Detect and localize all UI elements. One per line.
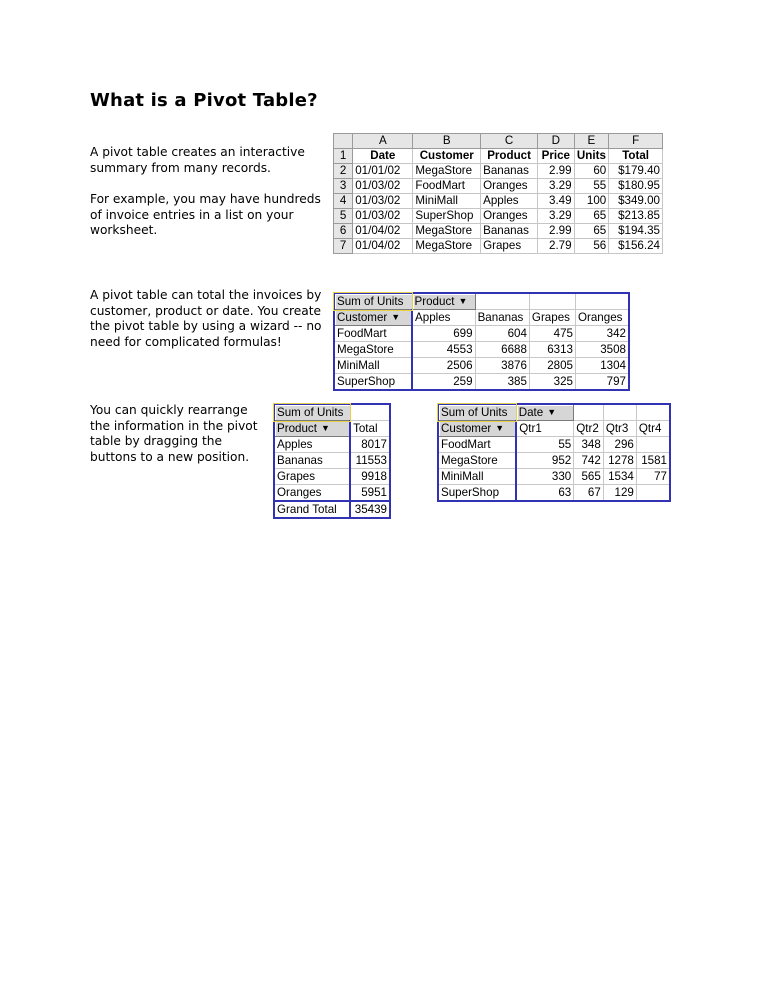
pivot-header-row [334, 293, 629, 310]
table-row [438, 437, 670, 453]
row-number: 5 [334, 209, 353, 224]
row-label: MegaStore [438, 453, 516, 469]
table-cell: 296 [603, 437, 636, 453]
empty-cell [603, 404, 636, 421]
table-cell: 6313 [529, 342, 575, 358]
column-header: C [481, 134, 538, 149]
table-cell: MegaStore [413, 239, 481, 254]
table-cell: 01/03/02 [353, 179, 413, 194]
table-cell: $179.40 [609, 164, 663, 179]
rearrange-paragraph: You can quickly rearrange the information in the pivot table by dragging the buttons to a new position. [90, 403, 258, 464]
table-cell: FoodMart [413, 179, 481, 194]
row-label: Apples [274, 437, 350, 453]
table-cell: 01/03/02 [353, 194, 413, 209]
customer-button-label: Customer [337, 311, 388, 324]
table-row [334, 239, 663, 254]
table-cell: 2805 [529, 358, 575, 374]
empty-cell [529, 293, 575, 310]
customer-field-button[interactable] [334, 310, 412, 326]
table-cell: MiniMall [413, 194, 481, 209]
customer-field-button[interactable] [438, 421, 516, 437]
table-cell: 3.29 [538, 179, 574, 194]
pivot-column-header-row [334, 310, 629, 326]
table-cell: 2.99 [538, 224, 574, 239]
table-cell: 60 [574, 164, 609, 179]
table-cell: Oranges [481, 179, 538, 194]
table-row [438, 453, 670, 469]
totals-paragraph: A pivot table can total the invoices by customer, product or date. You create the pivot table by using a wizard -- no need for complicated formulas! [90, 288, 322, 349]
pivot-table-customer-by-quarter [437, 403, 671, 502]
grand-total-label: Grand Total [274, 501, 350, 518]
dropdown-arrow-icon[interactable]: ▼ [320, 423, 330, 433]
table-cell: 742 [574, 453, 604, 469]
product-button-label: Product [414, 295, 455, 308]
row-number: 1 [334, 149, 353, 164]
table-cell: 1278 [603, 453, 636, 469]
table-cell: 77 [636, 469, 670, 485]
pivot-table-customer-by-product [333, 292, 630, 391]
product-field-button[interactable] [274, 421, 350, 437]
intro-paragraph: A pivot table creates an interactive summary from many records. [90, 145, 305, 175]
table-cell: 2.79 [538, 239, 574, 254]
table-cell: 2506 [412, 358, 475, 374]
table-cell: 797 [575, 374, 629, 391]
row-label: Bananas [274, 453, 350, 469]
table-cell: 01/03/02 [353, 209, 413, 224]
table-cell: $349.00 [609, 194, 663, 209]
table-cell: 55 [516, 437, 574, 453]
table-cell: 3.49 [538, 194, 574, 209]
worksheet-image [333, 133, 664, 262]
customer-button-label: Customer [441, 422, 492, 435]
table-cell: 330 [516, 469, 574, 485]
table-cell: 1304 [575, 358, 629, 374]
example-paragraph: For example, you may have hundreds of invoice entries in a list on your worksheet. [90, 192, 321, 238]
column-header: F [609, 134, 663, 149]
empty-cell [574, 404, 604, 421]
table-cell: 342 [575, 326, 629, 342]
pivot-header-row [274, 404, 390, 421]
empty-cell [350, 404, 390, 421]
header-cell: Customer [413, 149, 481, 164]
worksheet-table [333, 133, 663, 254]
table-cell [636, 485, 670, 502]
table-cell: 604 [475, 326, 529, 342]
pivot-column-header-row [438, 421, 670, 437]
table-row [334, 374, 629, 391]
column-item: Bananas [475, 310, 529, 326]
dropdown-arrow-icon[interactable]: ▼ [547, 407, 557, 417]
table-row [334, 194, 663, 209]
row-number: 7 [334, 239, 353, 254]
table-cell: 4553 [412, 342, 475, 358]
sum-of-units-button[interactable]: Sum of Units [438, 404, 516, 421]
table-cell: 3508 [575, 342, 629, 358]
table-cell: 55 [574, 179, 609, 194]
table-cell: 01/04/02 [353, 224, 413, 239]
table-row [334, 149, 663, 164]
dropdown-arrow-icon[interactable]: ▼ [391, 312, 401, 322]
row-label: FoodMart [334, 326, 412, 342]
table-cell: 9918 [350, 469, 390, 485]
table-cell: Apples [481, 194, 538, 209]
table-cell: $180.95 [609, 179, 663, 194]
row-label: MiniMall [438, 469, 516, 485]
product-button-label: Product [277, 422, 317, 435]
row-number: 6 [334, 224, 353, 239]
pivot-header-row [438, 404, 670, 421]
column-item: Qtr3 [603, 421, 636, 437]
table-cell: 67 [574, 485, 604, 502]
column-item: Qtr4 [636, 421, 670, 437]
table-cell: $156.24 [609, 239, 663, 254]
grand-total-value: 35439 [350, 501, 390, 518]
grand-total-row [274, 501, 390, 518]
table-cell: $194.35 [609, 224, 663, 239]
table-cell: 65 [574, 224, 609, 239]
table-cell: 01/01/02 [353, 164, 413, 179]
header-cell: Product [481, 149, 538, 164]
table-row [274, 453, 390, 469]
table-cell: MegaStore [413, 224, 481, 239]
table-cell: 325 [529, 374, 575, 391]
table-cell: 100 [574, 194, 609, 209]
column-item: Grapes [529, 310, 575, 326]
pivot-column-header-row [274, 421, 390, 437]
column-header: E [574, 134, 609, 149]
sum-of-units-button[interactable]: Sum of Units [334, 293, 412, 310]
table-cell: Bananas [481, 224, 538, 239]
row-number: 2 [334, 164, 353, 179]
page-title: What is a Pivot Table? [90, 90, 318, 111]
column-item: Apples [412, 310, 475, 326]
table-row [438, 485, 670, 502]
pivot-table-product-totals [273, 403, 391, 519]
row-label: SuperShop [334, 374, 412, 391]
table-row [334, 326, 629, 342]
table-cell: 475 [529, 326, 575, 342]
table-row [274, 485, 390, 502]
table-cell: Oranges [481, 209, 538, 224]
total-header: Total [350, 421, 390, 437]
table-cell: SuperShop [413, 209, 481, 224]
table-cell: 56 [574, 239, 609, 254]
table-cell: 11553 [350, 453, 390, 469]
table-row [334, 342, 629, 358]
header-cell: Date [353, 149, 413, 164]
row-number: 3 [334, 179, 353, 194]
header-cell: Units [574, 149, 609, 164]
date-field-button[interactable] [516, 404, 574, 421]
table-cell: 1534 [603, 469, 636, 485]
table-cell: Bananas [481, 164, 538, 179]
table-row [334, 224, 663, 239]
table-cell: 1581 [636, 453, 670, 469]
column-item: Oranges [575, 310, 629, 326]
row-label: Oranges [274, 485, 350, 502]
table-row [438, 469, 670, 485]
column-item: Qtr1 [516, 421, 574, 437]
column-header: B [413, 134, 481, 149]
table-cell: 65 [574, 209, 609, 224]
table-cell: 259 [412, 374, 475, 391]
dropdown-arrow-icon[interactable]: ▼ [458, 296, 468, 306]
sum-of-units-button[interactable]: Sum of Units [274, 404, 350, 421]
date-button-label: Date [518, 406, 544, 419]
header-cell: Price [538, 149, 574, 164]
table-cell: Grapes [481, 239, 538, 254]
table-row [274, 437, 390, 453]
empty-cell [636, 404, 670, 421]
table-row [334, 164, 663, 179]
row-label: FoodMart [438, 437, 516, 453]
row-label: SuperShop [438, 485, 516, 502]
table-cell: 952 [516, 453, 574, 469]
column-header: D [538, 134, 574, 149]
row-label: MiniMall [334, 358, 412, 374]
table-row [334, 179, 663, 194]
table-cell: 129 [603, 485, 636, 502]
empty-cell [475, 293, 529, 310]
table-cell: 8017 [350, 437, 390, 453]
table-cell: 385 [475, 374, 529, 391]
table-row [274, 469, 390, 485]
column-header-row [334, 134, 663, 149]
table-cell: 565 [574, 469, 604, 485]
table-row [334, 209, 663, 224]
product-field-button[interactable] [412, 293, 475, 310]
table-cell: $213.85 [609, 209, 663, 224]
table-cell: MegaStore [413, 164, 481, 179]
empty-cell [575, 293, 629, 310]
table-cell: 348 [574, 437, 604, 453]
table-cell: 3.29 [538, 209, 574, 224]
row-label: MegaStore [334, 342, 412, 358]
dropdown-arrow-icon[interactable]: ▼ [495, 423, 505, 433]
table-cell: 63 [516, 485, 574, 502]
table-cell: 5951 [350, 485, 390, 502]
row-label: Grapes [274, 469, 350, 485]
table-cell [636, 437, 670, 453]
table-row [334, 358, 629, 374]
column-header: A [353, 134, 413, 149]
table-cell: 01/04/02 [353, 239, 413, 254]
table-cell: 6688 [475, 342, 529, 358]
table-cell: 3876 [475, 358, 529, 374]
row-number: 4 [334, 194, 353, 209]
column-item: Qtr2 [574, 421, 604, 437]
table-cell: 699 [412, 326, 475, 342]
table-cell: 2.99 [538, 164, 574, 179]
corner-cell [334, 134, 353, 149]
header-cell: Total [609, 149, 663, 164]
